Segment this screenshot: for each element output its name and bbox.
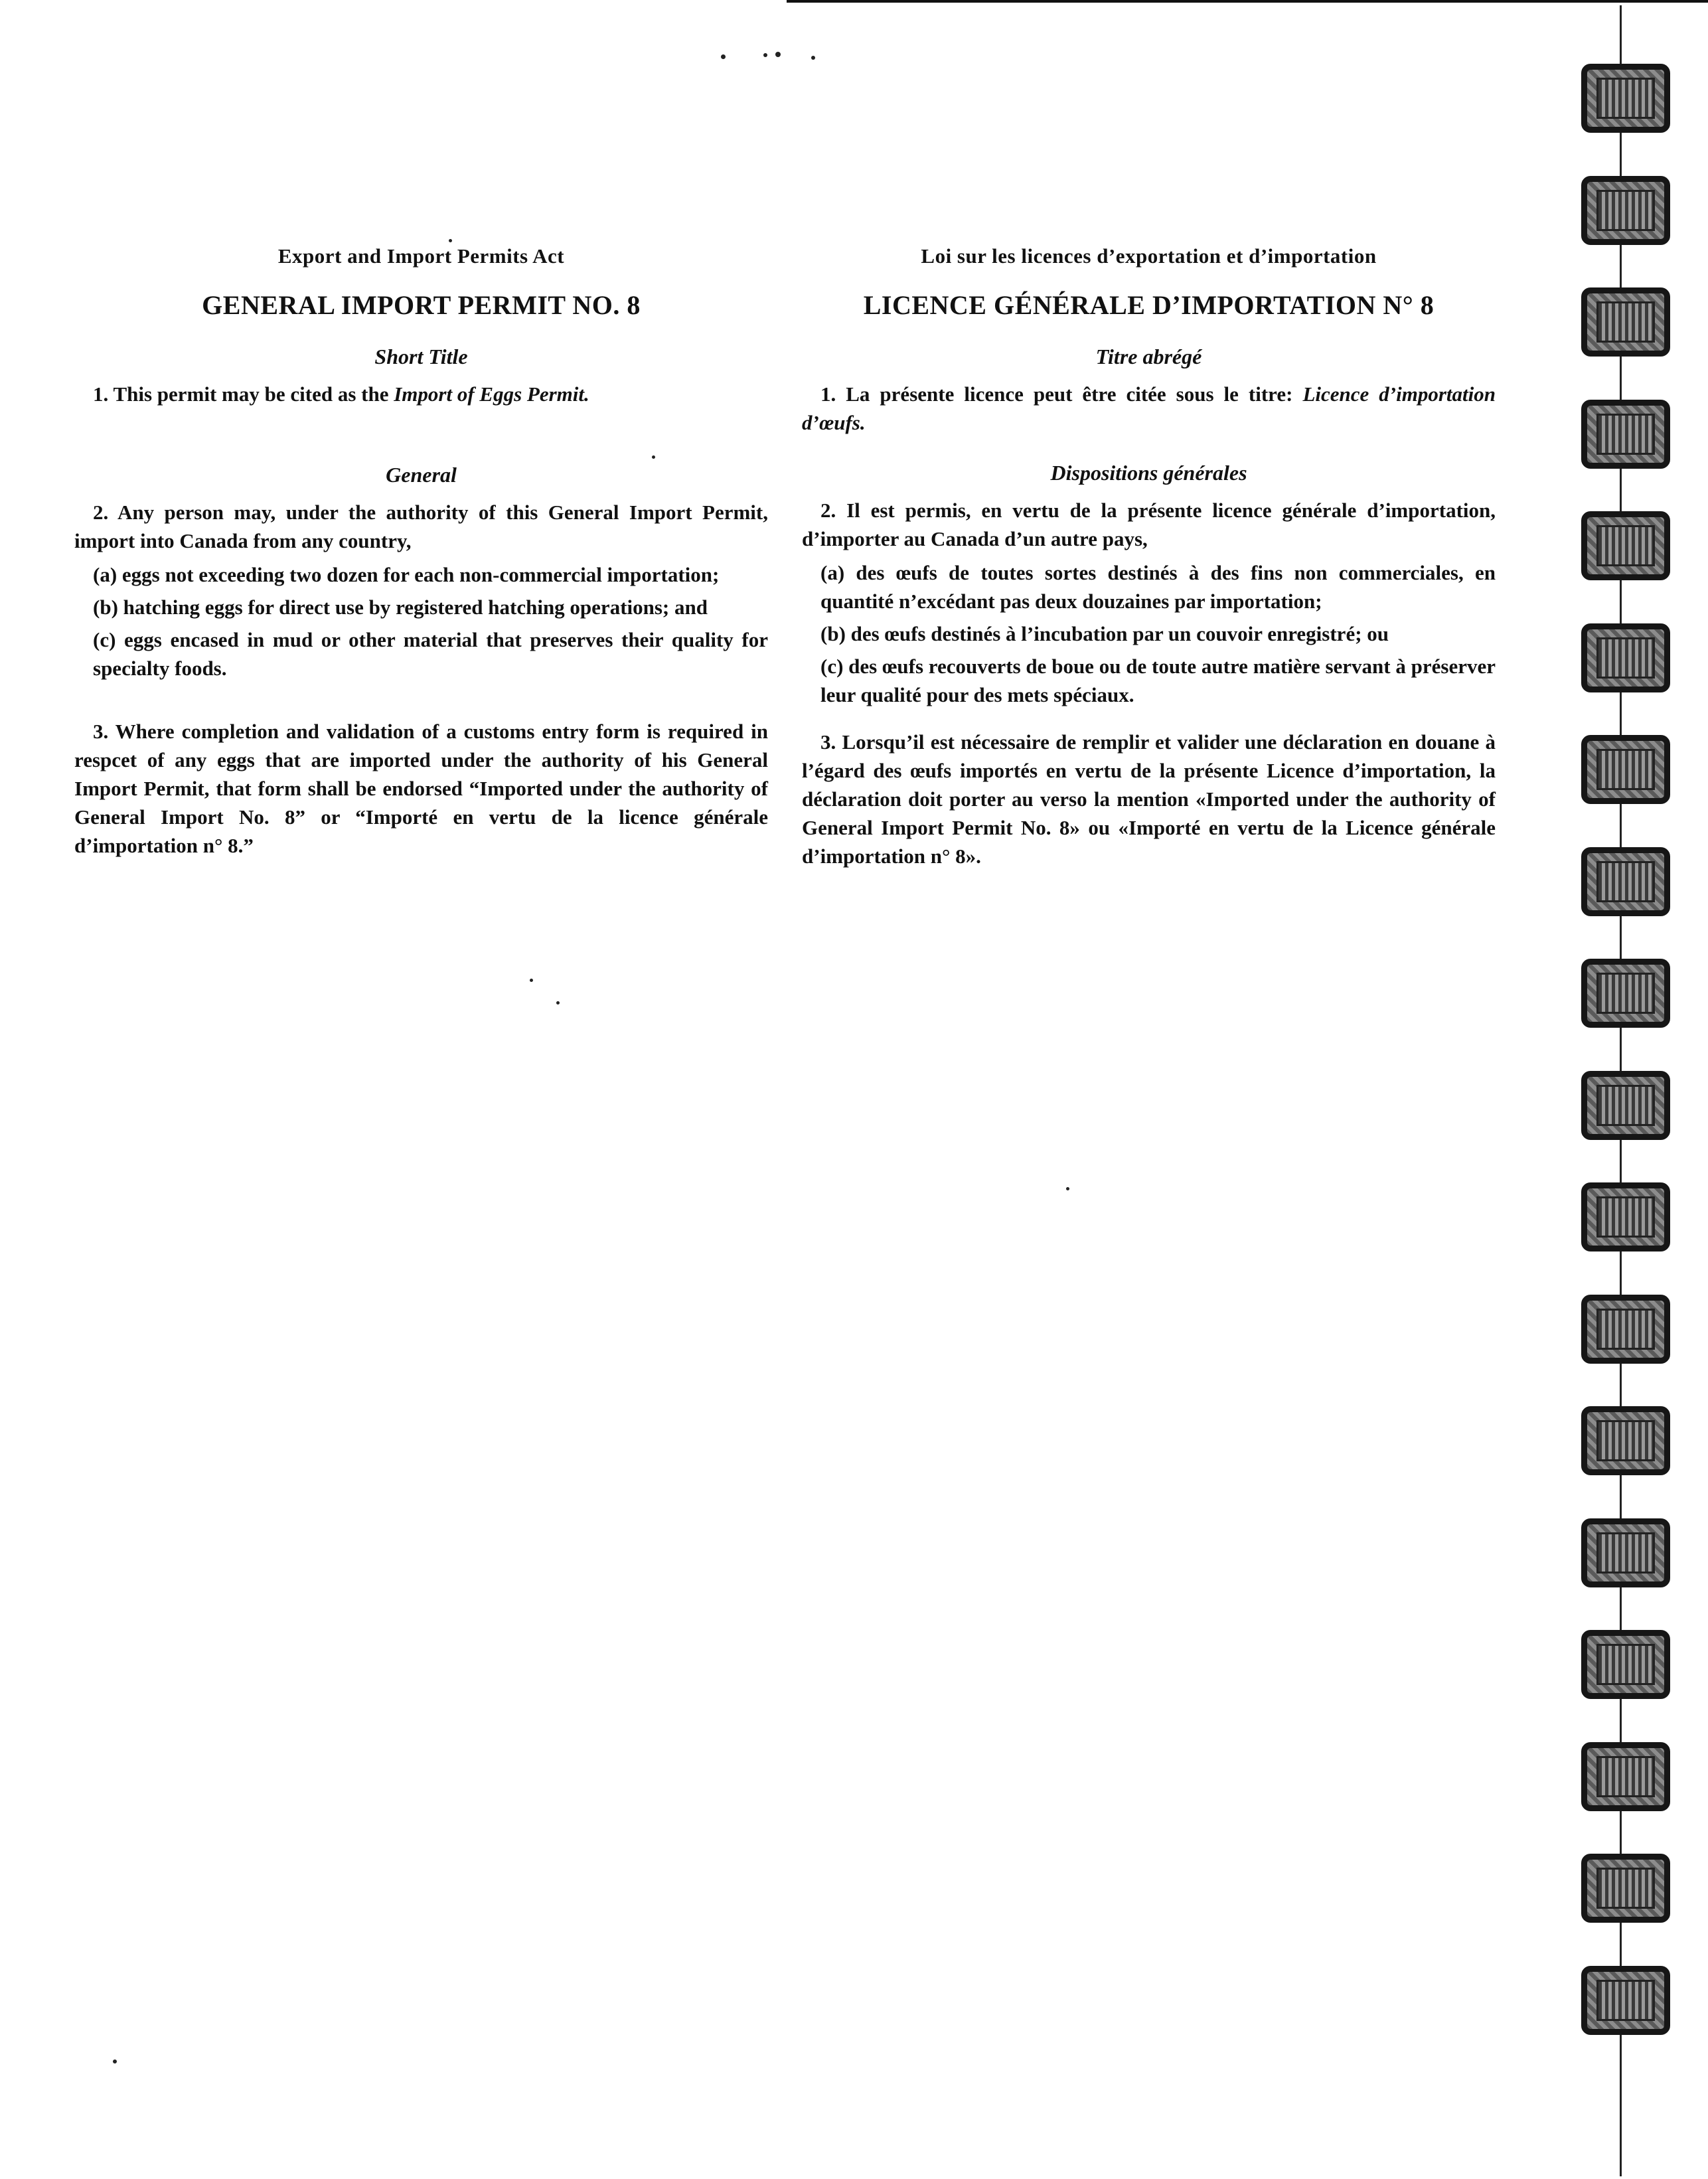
general-heading: Dispositions générales	[1050, 461, 1247, 485]
binding-ring-slot	[1596, 1868, 1655, 1909]
binding-ring-icon	[1581, 1966, 1670, 2035]
scan-speck	[811, 56, 815, 60]
binding-ring-icon	[1581, 1071, 1670, 1140]
section-1	[74, 380, 768, 408]
binding-ring-slot	[1596, 1532, 1655, 1574]
act-title: Export and Import Permits Act	[277, 244, 565, 268]
binding-ring-icon	[1581, 511, 1670, 580]
section-2-item-c: (c) des œufs recouverts de boue ou de toute autre matière servant à préserver leur qualité pour des mets spéciaux.	[820, 655, 1496, 706]
binding-ring-icon	[1581, 1518, 1670, 1587]
binding-ring-slot	[1596, 973, 1655, 1014]
binding-ring-slot	[1596, 749, 1655, 790]
binding-ring-slot	[1596, 1644, 1655, 1685]
binding-ring-icon	[1581, 623, 1670, 692]
binding-ring-icon	[1581, 1182, 1670, 1251]
section-1-citation: Import of Eggs Permit.	[394, 382, 589, 406]
scan-speck	[113, 2059, 117, 2063]
section-2-lead: 2. Any person may, under the authority of this General Import Permit, import into Canada from any country,	[74, 501, 768, 552]
binding-ring-slot	[1596, 525, 1655, 566]
french-column	[802, 244, 1496, 894]
scan-speck	[556, 1001, 560, 1005]
binding-ring-icon	[1581, 400, 1670, 469]
section-3: 3. Lorsqu’il est nécessaire de remplir et valider une déclaration en douane à l’égard des œufs importés en vertu de la présente Licence d’importation, la déclaration doit porter au verso la mention «Imported under the authority of General Import Permit No. 8» ou «Importé en vertu de la Licence générale d’importation n° 8».	[802, 730, 1496, 868]
scan-speck	[721, 54, 726, 59]
english-column	[74, 244, 768, 884]
scan-speck	[775, 52, 781, 57]
binding-ring-icon	[1581, 1630, 1670, 1699]
binding-ring-icon	[1581, 735, 1670, 804]
section-1-citation: Licence d’importation d’œufs.	[802, 382, 1496, 434]
permit-title: LICENCE GÉNÉRALE D’IMPORTATION N° 8	[863, 290, 1435, 320]
binding-ring-icon	[1581, 1406, 1670, 1475]
scan-speck	[530, 979, 533, 982]
section-2-lead: 2. Il est permis, en vertu de la présente licence générale d’importation, d’importer au Canada d’un autre pays,	[802, 499, 1496, 550]
binding-ring-icon	[1581, 847, 1670, 916]
binding-ring-slot	[1596, 861, 1655, 902]
scan-speck	[652, 455, 655, 459]
short-title-heading: Short Title	[374, 345, 468, 368]
binding-ring-slot	[1596, 1420, 1655, 1461]
section-2-item-b: (b) hatching eggs for direct use by registered hatching operations; and	[93, 596, 708, 619]
binding-ring-icon	[1581, 959, 1670, 1028]
scan-speck	[1066, 1187, 1069, 1190]
top-border-line	[787, 0, 1708, 3]
binding-ring-slot	[1596, 637, 1655, 679]
short-title-heading: Titre abrégé	[1095, 345, 1202, 368]
section-3: 3. Where completion and validation of a customs entry form is required in respcet of any eggs that are imported under the authority of his General Import Permit, that form shall be endorsed “Imported under the authority of General Import No. 8” or “Importé en vertu de la licence générale d’importation n° 8.”	[74, 720, 768, 857]
binding-ring-slot	[1596, 78, 1655, 119]
section-1	[802, 380, 1496, 437]
binding-ring-slot	[1596, 414, 1655, 455]
binding-ring-icon	[1581, 64, 1670, 133]
binding-ring-slot	[1596, 1196, 1655, 1238]
binding-ring-slot	[1596, 1309, 1655, 1350]
binding-ring-slot	[1596, 301, 1655, 343]
section-2-item-a: (a) des œufs de toutes sortes destinés à des fins non commerciales, en quantité n’excédant pas deux douzaines par importation;	[820, 561, 1496, 613]
scan-speck	[763, 53, 767, 57]
section-1-text: 1. This permit may be cited as the	[93, 382, 394, 406]
binding-ring-slot	[1596, 1980, 1655, 2021]
act-title: Loi sur les licences d’exportation et d’importation	[921, 244, 1377, 268]
section-2-item-c: (c) eggs encased in mud or other material that preserves their quality for specialty foods.	[93, 628, 768, 680]
binding-ring-slot	[1596, 1085, 1655, 1126]
permit-title: GENERAL IMPORT PERMIT NO. 8	[202, 290, 641, 320]
binding-ring-icon	[1581, 176, 1670, 245]
binding-ring-slot	[1596, 190, 1655, 231]
binding-ring-icon	[1581, 287, 1670, 357]
binding-ring-icon	[1581, 1854, 1670, 1923]
binding-ring-icon	[1581, 1742, 1670, 1811]
section-2-item-b: (b) des œufs destinés à l’incubation par un couvoir enregistré; ou	[820, 622, 1389, 645]
binding-ring-icon	[1581, 1295, 1670, 1364]
scan-speck	[449, 239, 452, 242]
section-2-item-a: (a) eggs not exceeding two dozen for each non-commercial importation;	[93, 563, 720, 586]
section-1-text: 1. La présente licence peut être citée sous le titre:	[820, 382, 1303, 406]
general-heading: General	[386, 463, 457, 487]
binding-ring-slot	[1596, 1756, 1655, 1797]
